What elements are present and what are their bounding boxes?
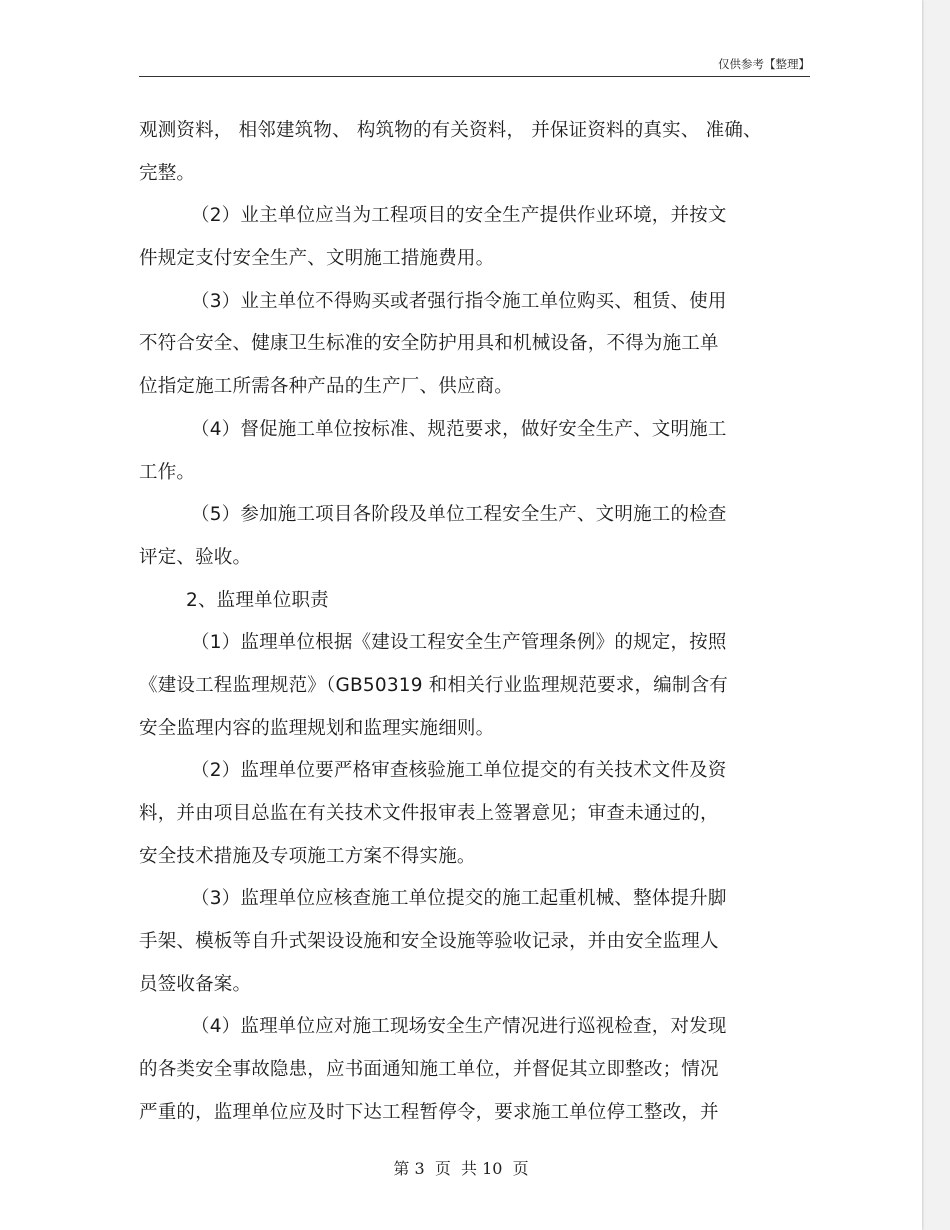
text-line: 安全监理内容的监理规划和监理实施细则。 [139,717,495,739]
text-line: 2、监理单位职责 [186,589,329,611]
text-line: 安全技术措施及专项施工方案不得实施。 [139,845,476,867]
text-line: 工作。 [139,461,196,483]
text-line: 位指定施工所需各种产品的生产厂、供应商。 [139,376,514,398]
text-line: 手架、模板等自升式架设设施和安全设施等验收记录，并由安全监理人 [139,931,719,953]
header-note: 仅供参考【整理】 [718,57,810,71]
text-line: 不符合安全、健康卫生标准的安全防护用具和机械设备，不得为施工单 [139,333,719,355]
text-line: 的各类安全事故隐患，应书面通知施工单位，并督促其立即整改；情况 [139,1059,719,1081]
text-line: 件规定支付安全生产、文明施工措施费用。 [139,248,495,270]
text-line: 料，并由项目总监在有关技术文件报审表上签署意见；审查未通过的， [139,803,719,824]
text-line: （3）业主单位不得购买或者强行指令施工单位购买、租赁、使用 [191,290,727,312]
text-line: （1）监理单位根据《建设工程安全生产管理条例》的规定，按照 [191,632,727,654]
text-line: （4）监理单位应对施工现场安全生产情况进行巡视检查，对发现 [191,1016,727,1038]
body-text [139,110,819,1135]
text-line: 评定、验收。 [139,546,252,568]
text-line: 员签收备案。 [139,973,252,995]
text-line: （4）督促施工单位按标准、规范要求，做好安全生产、文明施工 [191,418,727,440]
text-line: （2）业主单位应当为工程项目的安全生产提供作业环境，并按文 [191,205,727,227]
text-line: （2）监理单位要严格审查核验施工单位提交的有关技术文件及资 [191,760,727,782]
text-line: （3）监理单位应核查施工单位提交的施工起重机械、整体提升脚 [191,888,727,910]
page-number: 第 3 页 共 10 页 [393,1159,529,1178]
header-rule [139,76,810,77]
text-line: 《建设工程监理规范》（GB50319 和相关行业监理规范要求，编制含有 [139,674,729,696]
text-line: （5）参加施工项目各阶段及单位工程安全生产、文明施工的检查 [191,504,727,526]
text-line: 完整。 [139,162,196,184]
text-line: 严重的，监理单位应及时下达工程暂停令，要求施工单位停工整改，并 [139,1101,719,1123]
text-line: 观测资料， 相邻建筑物、 构筑物的有关资料， 并保证资料的真实、 准确、 [139,120,762,141]
